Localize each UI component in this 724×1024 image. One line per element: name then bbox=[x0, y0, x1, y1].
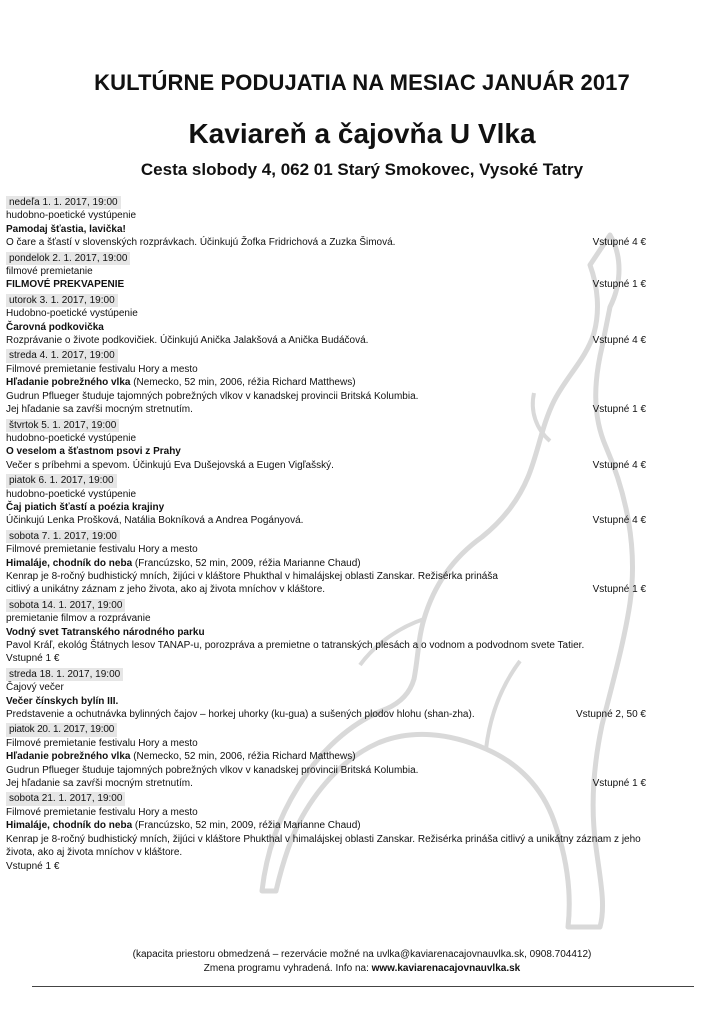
event-description bbox=[6, 764, 666, 777]
page-title: KULTÚRNE PODUJATIA NA MESIAC JANUÁR 2017 bbox=[94, 70, 630, 95]
event-title: O veselom a šťastnom psovi z Prahy bbox=[6, 446, 181, 458]
event-entry-fee: Vstupné 1 € bbox=[6, 860, 60, 872]
website-link[interactable]: www.kaviarenacajovnauvlka.sk bbox=[371, 963, 521, 974]
event-description bbox=[6, 334, 666, 347]
event-title: Pamodaj šťastia, lavička! bbox=[6, 223, 126, 235]
event-title: Hľadanie pobrežného vlka bbox=[6, 751, 131, 763]
event-entry-fee: Vstupné 1 € bbox=[592, 778, 646, 790]
event-description-text: Kenrap je 8-ročný budhistický mních, žijúci v kláštore Phukthal v himalájskej oblasti Zanskar. Režisérka prináša citlivý a unikátny záznam z jeho bbox=[6, 833, 641, 845]
event-type: hudobno-poetické vystúpenie bbox=[6, 210, 137, 222]
bottom-divider bbox=[32, 986, 694, 987]
event-description bbox=[6, 403, 666, 416]
event-date: streda 18. 1. 2017, 19:00 bbox=[6, 668, 123, 681]
event-title-line bbox=[6, 695, 666, 708]
event-entry-fee: Vstupné 1 € bbox=[6, 653, 60, 665]
event-film-details: (Francúzsko, 52 min, 2009, réžia Marianne Chaud) bbox=[132, 820, 361, 832]
event-type: hudobno-poetické vystúpenie bbox=[6, 488, 137, 500]
event-description bbox=[6, 459, 666, 472]
event-description bbox=[6, 514, 666, 527]
event-title: Himaláje, chodník do neba bbox=[6, 820, 133, 832]
event-item bbox=[6, 196, 666, 250]
event-date: sobota 7. 1. 2017, 19:00 bbox=[6, 530, 120, 543]
event-entry-fee: Vstupné 2, 50 € bbox=[575, 709, 646, 721]
event-entry-fee: Vstupné 1 € bbox=[592, 404, 646, 416]
event-date: streda 4. 1. 2017, 19:00 bbox=[6, 349, 118, 362]
event-description bbox=[6, 583, 666, 596]
event-title-line bbox=[6, 376, 666, 389]
event-item bbox=[6, 723, 666, 790]
event-item bbox=[6, 294, 666, 348]
event-list bbox=[6, 196, 666, 875]
event-description-text: citlivý a unikátny záznam z jeho života, ako aj života mníchov v kláštore. bbox=[6, 584, 326, 596]
event-type: Filmové premietanie festivalu Hory a mesto bbox=[6, 737, 198, 749]
event-entry-fee: Vstupné 4 € bbox=[592, 459, 646, 471]
event-type: Filmové premietanie festivalu Hory a mesto bbox=[6, 544, 198, 556]
program-change-note bbox=[0, 962, 724, 976]
footer bbox=[0, 948, 724, 976]
event-item bbox=[6, 792, 666, 872]
event-title-line bbox=[6, 557, 666, 570]
event-date: štvrtok 5. 1. 2017, 19:00 bbox=[6, 419, 119, 432]
event-title-line bbox=[6, 501, 666, 514]
event-film-details: (Nemecko, 52 min, 2006, réžia Richard Matthews) bbox=[130, 377, 356, 389]
event-entry-fee: Vstupné 1 € bbox=[592, 584, 646, 596]
event-description-text: Jej hľadanie sa zavŕši mocným stretnutím. bbox=[6, 404, 193, 416]
event-description-text: O čare a šťastí v slovenských rozprávkach. Účinkujú Žofka Fridrichová a Zuzka Šimová. bbox=[6, 237, 396, 249]
event-date: piatok 6. 1. 2017, 19:00 bbox=[6, 474, 117, 487]
event-description bbox=[6, 846, 666, 859]
event-title-line bbox=[6, 321, 666, 334]
event-item bbox=[6, 599, 666, 666]
event-description bbox=[6, 390, 666, 403]
event-title: Hľadanie pobrežného vlka bbox=[6, 377, 131, 389]
event-item bbox=[6, 252, 666, 292]
event-description-text: Rozprávanie o živote podkovičiek. Účinkujú Anička Jalakšová a Anička Budáčová. bbox=[6, 335, 369, 347]
event-description-text: Pavol Kráľ, ekológ Štátnych lesov TANAP-u, porozpráva a premietne o tatranských plesách a o vodnom a podvodnom svete Tatier. bbox=[6, 640, 585, 651]
event-title-line bbox=[6, 750, 666, 763]
event-date: sobota 21. 1. 2017, 19:00 bbox=[6, 792, 125, 805]
event-film-details: (Nemecko, 52 min, 2006, réžia Richard Matthews) bbox=[130, 751, 356, 763]
event-title: Čarovná podkovička bbox=[6, 321, 104, 333]
program-change-text: Zmena programu vyhradená. Info na: bbox=[203, 963, 372, 974]
event-description-text: Predstavenie a ochutnávka bylinných čajov – horkej uhorky (ku-gua) a sušených plodov hlohu (shan-zha). bbox=[6, 709, 475, 721]
event-type: Filmové premietanie festivalu Hory a mesto bbox=[6, 363, 198, 375]
event-description-text: Gudrun Pflueger študuje tajomných pobrežných vlkov v kanadskej provincii Britská Kolumbia. bbox=[6, 764, 419, 776]
event-item bbox=[6, 668, 666, 722]
event-description bbox=[6, 708, 666, 721]
event-description-text: Večer s príbehmi a spevom. Účinkujú Eva Dušejovská a Eugen Vigľašský. bbox=[6, 459, 334, 471]
event-title: FILMOVÉ PREKVAPENIE bbox=[6, 279, 125, 291]
event-entry-fee: Vstupné 4 € bbox=[592, 515, 646, 527]
event-type: hudobno-poetické vystúpenie bbox=[6, 432, 137, 444]
event-entry-fee: Vstupné 4 € bbox=[592, 237, 646, 249]
event-title: Večer čínskych bylín III. bbox=[6, 695, 119, 707]
event-description-text: Gudrun Pflueger študuje tajomných pobrežných vlkov v kanadskej provincii Britská Kolumbia. bbox=[6, 390, 419, 402]
event-item bbox=[6, 530, 666, 597]
event-description bbox=[6, 639, 666, 652]
event-title-line bbox=[6, 626, 666, 639]
event-item bbox=[6, 419, 666, 473]
event-item bbox=[6, 349, 666, 416]
event-date: utorok 3. 1. 2017, 19:00 bbox=[6, 294, 118, 307]
venue-address: Cesta slobody 4, 062 01 Starý Smokovec, Vysoké Tatry bbox=[140, 160, 584, 179]
event-type: Čajový večer bbox=[6, 682, 64, 694]
event-title: Himaláje, chodník do neba bbox=[6, 557, 133, 569]
event-title-line bbox=[6, 278, 666, 291]
event-type: filmové premietanie bbox=[6, 266, 93, 278]
event-title: Čaj piatich šťastí a poézia krajiny bbox=[6, 501, 165, 513]
event-date: piatok 20. 1. 2017, 19:00 bbox=[6, 723, 117, 736]
event-film-details: (Francúzsko, 52 min, 2009, réžia Marianne Chaud) bbox=[132, 557, 361, 569]
event-type: premietanie filmov a rozprávanie bbox=[6, 613, 151, 625]
event-description bbox=[6, 833, 666, 846]
event-description bbox=[6, 570, 666, 583]
event-entry-fee: Vstupné 1 € bbox=[592, 279, 646, 291]
reservation-note: (kapacita priestoru obmedzená – rezervácie možné na uvlka@kaviarenacajovnauvlka.sk, 0908.704412) bbox=[132, 949, 592, 960]
event-description-text: Kenrap je 8-ročný budhistický mních, žijúci v kláštore Phukthal v himalájskej oblasti Zanskar. Režisérka prináša bbox=[6, 570, 498, 582]
event-type: Hudobno-poetické vystúpenie bbox=[6, 308, 138, 320]
event-description bbox=[6, 236, 666, 249]
event-date: sobota 14. 1. 2017, 19:00 bbox=[6, 599, 125, 612]
event-description-text: života, ako aj života mníchov v kláštore. bbox=[6, 847, 183, 859]
event-entry-fee: Vstupné 4 € bbox=[592, 335, 646, 347]
event-date: pondelok 2. 1. 2017, 19:00 bbox=[6, 252, 130, 265]
venue-name: Kaviareň a čajovňa U Vlka bbox=[188, 118, 536, 149]
event-type: Filmové premietanie festivalu Hory a mesto bbox=[6, 806, 198, 818]
event-title-line bbox=[6, 819, 666, 832]
event-description-text: Jej hľadanie sa zavŕši mocným stretnutím. bbox=[6, 778, 193, 790]
event-title: Vodný svet Tatranského národného parku bbox=[6, 626, 205, 638]
event-title-line bbox=[6, 445, 666, 458]
event-item bbox=[6, 474, 666, 528]
event-description-text: Účinkujú Lenka Prošková, Natália Bokníková a Andrea Pogányová. bbox=[6, 515, 304, 527]
event-date: nedeľa 1. 1. 2017, 19:00 bbox=[6, 196, 121, 209]
event-description bbox=[6, 777, 666, 790]
event-title-line bbox=[6, 223, 666, 236]
